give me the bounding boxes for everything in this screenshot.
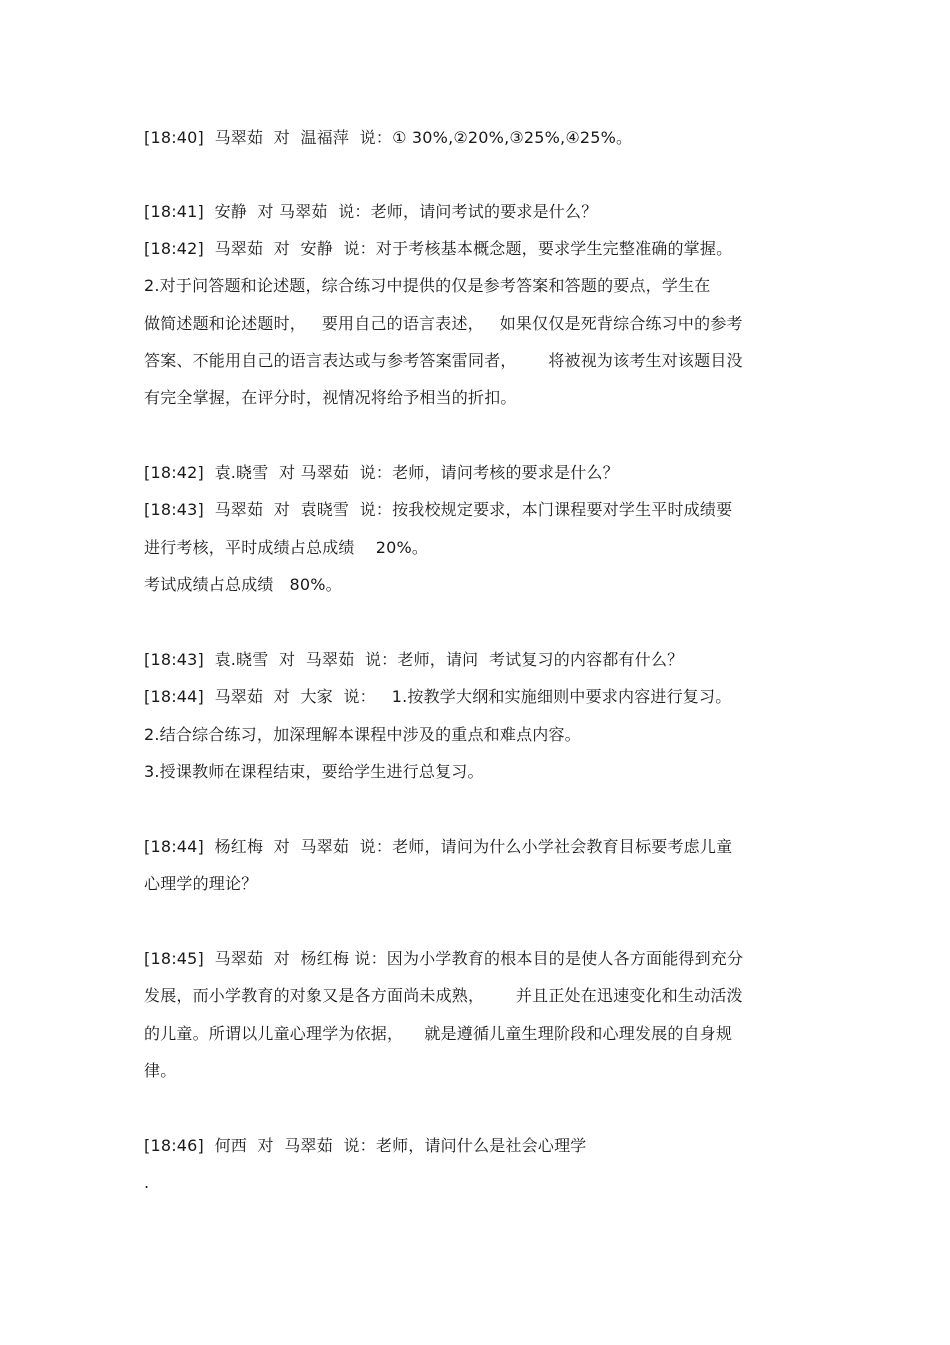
text-line: 考试成绩占总成绩 80%。 xyxy=(144,575,342,594)
text-line: . xyxy=(144,1173,150,1192)
text-line: 进行考核，平时成绩占总成绩 20%。 xyxy=(144,538,429,557)
text-line: 心理学的理论？ xyxy=(144,874,258,893)
text-line: [18:46] 何西 对 马翠茹 说：老师，请问什么是社会心理学 xyxy=(144,1136,587,1155)
text-line: [18:44] 马翠茹 对 大家 说： 1.按教学大纲和实施细则中要求内容进行复习。 xyxy=(144,687,732,706)
text-line: 2.结合综合练习，加深理解本课程中涉及的重点和难点内容。 xyxy=(144,725,581,744)
text-line: 律。 xyxy=(144,1061,177,1080)
text-line: [18:42] 马翠茹 对 安静 说：对于考核基本概念题，要求学生完整准确的掌握。 xyxy=(144,239,733,258)
text-line: 的儿童。所谓以儿童心理学为依据， 就是遵循儿童生理阶段和心理发展的自身规 xyxy=(144,1024,733,1043)
text-line: [18:45] 马翠茹 对 杨红梅 说：因为小学教育的根本目的是使人各方面能得到充分 xyxy=(144,949,744,968)
text-line: [18:40] 马翠茹 对 温福萍 说：① 30%,②20%,③25%,④25%。 xyxy=(144,128,633,147)
text-line: 2.对于问答题和论述题，综合练习中提供的仅是参考答案和答题的要点，学生在 xyxy=(144,276,711,295)
text-line: [18:42] 袁.晓雪 对 马翠茹 说：老师，请问考核的要求是什么？ xyxy=(144,463,619,482)
text-line: [18:44] 杨红梅 对 马翠茹 说：老师，请问为什么小学社会教育目标要考虑儿童 xyxy=(144,837,733,856)
text-line: [18:43] 马翠茹 对 袁晓雪 说：按我校规定要求，本门课程要对学生平时成绩要 xyxy=(144,500,733,519)
text-line: [18:41] 安静 对 马翠茹 说：老师，请问考试的要求是什么？ xyxy=(144,202,598,221)
text-line: 有完全掌握，在评分时，视情况将给予相当的折扣。 xyxy=(144,388,517,407)
text-line: 3.授课教师在课程结束，要给学生进行总复习。 xyxy=(144,762,484,781)
text-line: [18:43] 袁.晓雪 对 马翠茹 说：老师，请问 考试复习的内容都有什么？ xyxy=(144,650,684,669)
text-line: 做简述题和论述题时， 要用自己的语言表述， 如果仅仅是死背综合练习中的参考 xyxy=(144,314,743,333)
text-line: 答案、不能用自己的语言表达或与参考答案雷同者， 将被视为该考生对该题目没 xyxy=(144,351,743,370)
text-line: 发展，而小学教育的对象又是各方面尚未成熟， 并且正处在迅速变化和生动活泼 xyxy=(144,986,743,1005)
